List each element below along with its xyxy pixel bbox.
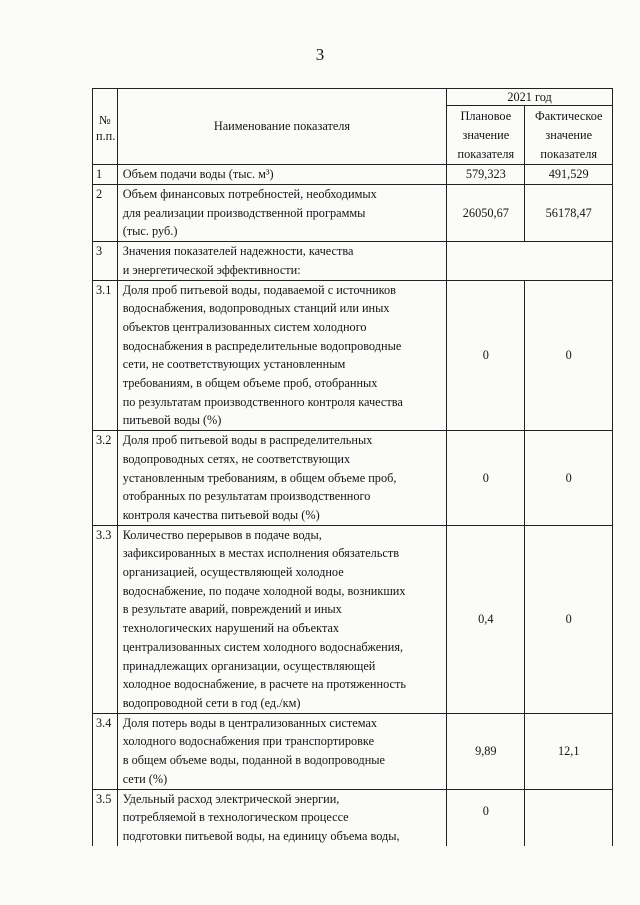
row-number: 3.2 [93,431,118,526]
row-indicator-name: Доля потерь воды в централизованных системах холодного водоснабжения при транспортировке в общем объеме воды, поданной в водопроводные сети (%) [117,713,447,789]
page-number: 3 [315,45,325,64]
table-row [93,280,613,431]
row-value-empty [447,242,613,280]
row-number: 3.1 [93,280,118,431]
row-planned-value: 0,4 [447,525,525,713]
row-planned-value: 0 [447,431,525,526]
row-number: 3.4 [93,713,118,789]
row-actual-value: 0 [525,431,613,526]
row-number: 3.5 [93,789,118,846]
row-actual-value: 0 [525,280,613,431]
row-number: 1 [93,165,118,185]
row-number: 3.3 [93,525,118,713]
row-number: 3 [93,242,118,280]
table-row [93,525,613,713]
row-actual-value: 12,1 [525,713,613,789]
row-actual-value: 491,529 [525,165,613,185]
row-indicator-name: Объем финансовых потребностей, необходимых для реализации производственной программы (тыс. руб.) [117,185,447,242]
row-indicator-name: Значения показателей надежности, качества и энергетической эффективности: [117,242,447,280]
table-row [93,165,613,185]
table-row [93,185,613,242]
row-indicator-name: Удельный расход электрической энергии, потребляемой в технологическом процессе подготовки питьевой воды, на единицу объема воды, [117,789,447,846]
table-row [93,431,613,526]
row-actual-value: 56178,47 [525,185,613,242]
row-planned-value: 26050,67 [447,185,525,242]
row-planned-value: 579,323 [447,165,525,185]
row-indicator-name: Доля проб питьевой воды в распределительных водопроводных сетях, не соответствующих установленным требованиям, в общем объеме проб, отобранных по результатам производственного контроля качества питьевой воды (%) [117,431,447,526]
table-row [93,713,613,789]
row-actual-value [525,789,613,846]
table-row [93,789,613,846]
row-planned-value: 0 [447,789,525,846]
row-indicator-name: Количество перерывов в подаче воды, зафиксированных в местах исполнения обязательств организацией, осуществляющей холодное водоснабжение, по подаче холодной воды, возникших в результате аварий, повреждений и иных технологических нарушений на объектах централизованных систем холодного водоснабжения, принадлежащих организации, осуществляющей холодное водоснабжение, в расчете на протяженность водопроводной сети в год (ед./км) [117,525,447,713]
table-header-row [93,89,613,106]
header-number: № п.п. [93,89,118,165]
header-year: 2021 год [447,89,613,106]
row-planned-value: 0 [447,280,525,431]
indicators-table [92,88,613,846]
header-planned-value: Плановое значение показателя [447,106,525,165]
header-indicator-name: Наименование показателя [117,89,447,165]
row-indicator-name: Объем подачи воды (тыс. м³) [117,165,447,185]
row-indicator-name: Доля проб питьевой воды, подаваемой с источников водоснабжения, водопроводных станций или иных объектов централизованных систем холодного водоснабжения в распределительные водопроводные сети, не соответствующих установленным требованиям, в общем объеме проб, отобранных по результатам производственного контроля качества питьевой воды (%) [117,280,447,431]
row-number: 2 [93,185,118,242]
table-row [93,242,613,280]
row-actual-value: 0 [525,525,613,713]
header-actual-value: Фактическое значение показателя [525,106,613,165]
row-planned-value: 9,89 [447,713,525,789]
